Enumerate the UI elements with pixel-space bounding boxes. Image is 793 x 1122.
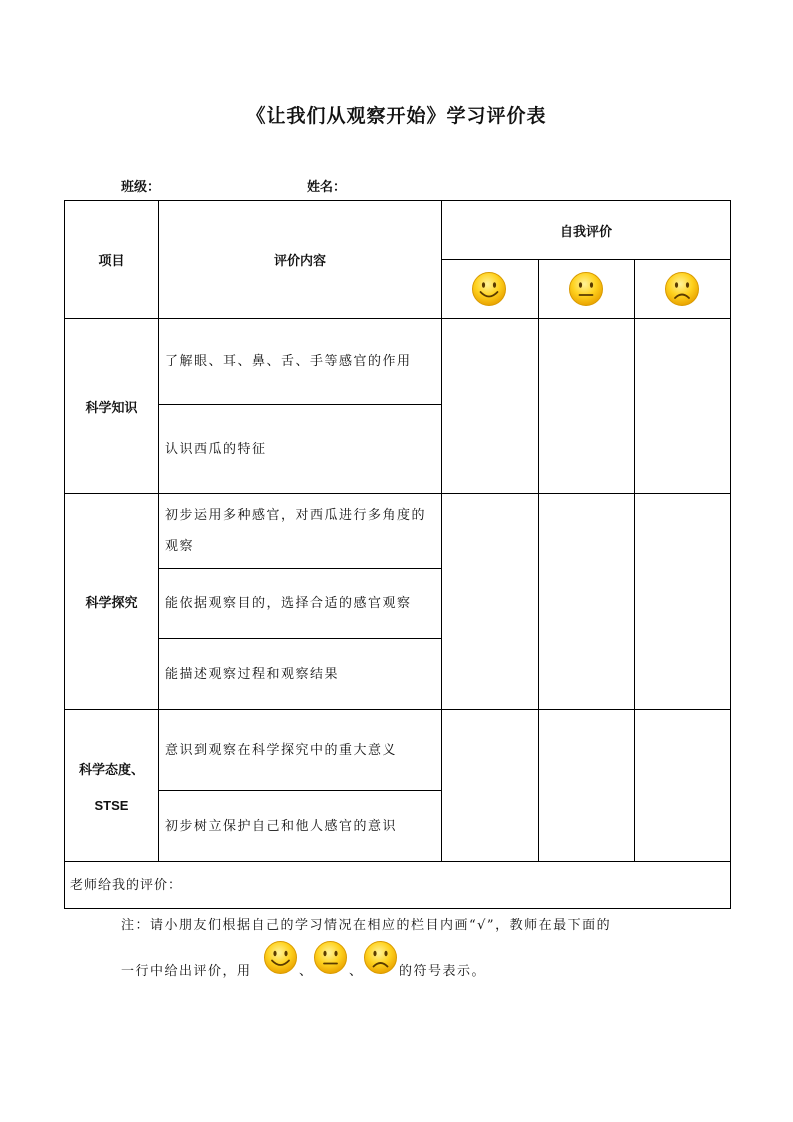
note-line-2-end: 的符号表示。 [399, 964, 487, 979]
smile-icon [471, 271, 507, 307]
knowledge-item-2: 认识西瓜的特征 [165, 441, 267, 457]
note-line-2-start: 一行中给出评价，用 [121, 964, 252, 979]
inquiry-item-2: 能依据观察目的，选择合适的感官观察 [165, 596, 412, 611]
frown-face-icon [363, 940, 398, 975]
note-separator-1: 、 [299, 964, 314, 979]
name-label: 姓名： [307, 180, 347, 195]
header-self-eval: 自我评价 [559, 224, 612, 240]
teacher-eval-label: 老师给我的评价： [70, 877, 183, 893]
neutral-face-icon [313, 940, 348, 975]
header-content: 评价内容 [273, 254, 326, 269]
frown-face-icon [664, 271, 700, 307]
note-separator-2: 、 [349, 964, 364, 979]
header-item: 项目 [98, 254, 125, 269]
section-science-attitude [65, 710, 158, 861]
attitude-item-1: 意识到观察在科学探究中的重大意义 [165, 742, 398, 758]
inquiry-item-3: 能描述观察过程和观察结果 [165, 666, 340, 682]
note-line-1: 注：请小朋友们根据自己的学习情况在相应的栏目内画“√”，教师在最下面的 [121, 918, 612, 933]
smile-icon [263, 940, 298, 975]
class-label: 班级： [121, 180, 161, 195]
attitude-item-2: 初步树立保护自己和他人感官的意识 [165, 818, 398, 834]
inquiry-item-1: 初步运用多种感官，对西瓜进行多角度的观察 [165, 508, 427, 554]
section-science-inquiry: 科学探究 [85, 596, 138, 611]
attitude-label-line1: 科学态度、 [78, 762, 144, 778]
section-science-knowledge: 科学知识 [85, 400, 138, 416]
knowledge-item-1: 了解眼、耳、鼻、舌、手等感官的作用 [165, 354, 412, 369]
page-title: 《让我们从观察开始》学习评价表 [246, 105, 547, 127]
neutral-face-icon [568, 271, 604, 307]
attitude-label-line2: STSE [94, 797, 129, 813]
